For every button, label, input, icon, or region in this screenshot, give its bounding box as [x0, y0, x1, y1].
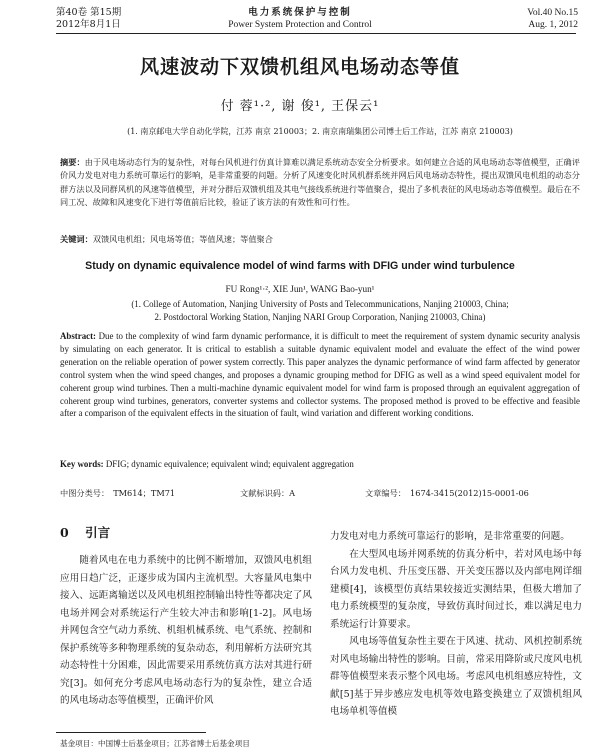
- keywords-en-text: DFIG; dynamic equivalence; equivalent wind; equivalent aggregation: [105, 459, 354, 469]
- keywords-zh-text: 双馈风电机组；风电场等值；等值风速；等值聚合: [92, 234, 273, 244]
- affiliation-en-line-1: (1. College of Automation, Nanjing University of Posts and Telecommunications, Nanjing 210003, China;: [131, 299, 509, 309]
- abstract-en-label: Abstract:: [60, 331, 96, 341]
- body-paragraph: 随着风电在电力系统中的比例不断增加，双馈风电机组应用日趋广泛，正逐步成为国内主流机型。大容量风电集中接入、远距离输送以及风电机组控制输出特性等都决定了风电场并网会对系统运行产生较大冲击和影响[1-2]。风电场并网包含空气动力系统、机组机械系统、电气系统、控制和保护系统等多种物理系统的复杂动态，利用解析方法研究其动态特性十分困难，因此需要采用系统仿真方法对其进行研究[3]。如何充分考虑风电场动态行为的复杂性，建立合适的风电场动态等值模型，正确评价风: [60, 555, 312, 706]
- abstract-zh-text: 由于风电场动态行为的复杂性，对每台风机进行仿真计算难以满足系统动态安全分析要求。如何建立合适的风电场动态等值模型，正确评价风力发电对电力系统可靠运行的影响，是非常重要的问题。分析了风速变化时风机群系统并网后风电场动态特性，提出双馈风电机组的动态分群方法以及同群风机的风速等值模型，并对分群后双馈机组及其电气接线系统进行等值聚合，提出了多机表征的风电场动态等值模型。最后在不同工况、故障和风速变化下进行等值前后比较，验证了该方法的有效性和可行性。: [60, 157, 580, 207]
- keywords-en-label: Key words:: [60, 459, 104, 469]
- footnote-funding: 基金项目：中国博士后基金项目；江苏省博士后基金项目: [60, 739, 250, 748]
- abstract-en-text: Due to the complexity of wind farm dynamic performance, it is difficult to meet the requirement of system dynamic security analysis by simulating on each generator. It is critical to establish a suitable dynamic equivalent model and evaluate the effect of the wind power generation on the reliable operation of power system correctly. This paper analyzes the dynamic performance of wind farm affected by generator control system when the wind speed changes, and proposes a dynamic grouping method for DFIG as well as a wind speed equivalent model for coherent group wind turbines. Then a multi-machine dynamic equivalent model for wind farm is proposed through an equivalent aggregation of coherent group wind turbines, generators, converter systems and collector systems. The proposed method is proved to be effective and feasible after a comparison of the equivalent effects in the situation of fault, wind variation and different working conditions.: [60, 331, 581, 419]
- affiliation-en-line-2: 2. Postdoctoral Working Station, Nanjing NARI Group Corporation, Nanjing 210003, China): [154, 311, 486, 322]
- section-title: 引言: [85, 525, 111, 540]
- affiliation-zh: (1. 南京邮电大学自动化学院，江苏 南京 210003；2. 南京南瑞集团公司博士后工作站，江苏 南京 210003): [127, 127, 513, 136]
- body-column-left: [60, 552, 312, 718]
- header-date-en: Aug. 1, 2012: [528, 20, 578, 30]
- keywords-en: [60, 459, 580, 469]
- affiliation-en: [60, 298, 580, 323]
- body-paragraph: 风电场等值复杂性主要在于风速、扰动、风机控制系统对风电场输出特性的影响。目前，常采用降阶或尺度风电机群等值模型来表示整个风电场。考虑风电机组感应特性，文献[5]基于异步感应发电机等效电路变换建立了双馈机组风电场单机等值模: [330, 636, 582, 717]
- keywords-zh-label: 关键词：: [60, 234, 93, 244]
- header-journal-en: Power System Protection and Control: [228, 20, 372, 30]
- abstract-zh: [60, 156, 580, 209]
- section-heading: [60, 523, 110, 541]
- authors-zh: 付 蓉¹·², 谢 俊¹, 王保云¹: [220, 99, 380, 114]
- header-volume-en: Vol.40 No.15: [527, 8, 578, 18]
- abstract-en: [60, 330, 580, 420]
- document-code: 文献标识码：A: [240, 488, 296, 498]
- paper-title-en: Study on dynamic equivalence model of wind farms with DFIG under wind turbulence: [85, 260, 515, 272]
- body-column-right: [330, 528, 582, 728]
- header-volume-zh: 第40卷 第15期: [56, 7, 122, 18]
- classification-line: [60, 488, 580, 499]
- paper-title-zh: 风速波动下双馈机组风电场动态等值: [139, 56, 460, 78]
- keywords-zh: [60, 234, 580, 245]
- article-number: 文章编号： 1674-3415(2012)15-0001-06: [365, 488, 529, 498]
- clc-number: 中图分类号： TM614；TM71: [60, 488, 176, 498]
- body-paragraph-continued: 力发电对电力系统可靠运行的影响，是非常重要的问题。: [330, 531, 570, 542]
- section-number: 0: [60, 525, 69, 540]
- footnote-rule: [56, 732, 206, 733]
- body-paragraph: 在大型风电场并网系统的仿真分析中，若对风电场中每台风力发电机、升压变压器、开关变压器以及内部电网详细建模[4]，该模型仿真结果较接近实测结果，但极大增加了电力系统模型的复杂度，导致仿真时间过长，难以满足电力系统运行计算要求。: [330, 548, 582, 630]
- abstract-zh-label: 摘要：: [60, 157, 85, 167]
- header-journal-zh: 电力系统保护与控制: [248, 7, 352, 18]
- authors-en: FU Rong¹·², XIE Jun¹, WANG Bao-yun¹: [225, 284, 375, 294]
- header-date-zh: 2012年8月1日: [56, 19, 121, 30]
- header-rule: [56, 33, 576, 34]
